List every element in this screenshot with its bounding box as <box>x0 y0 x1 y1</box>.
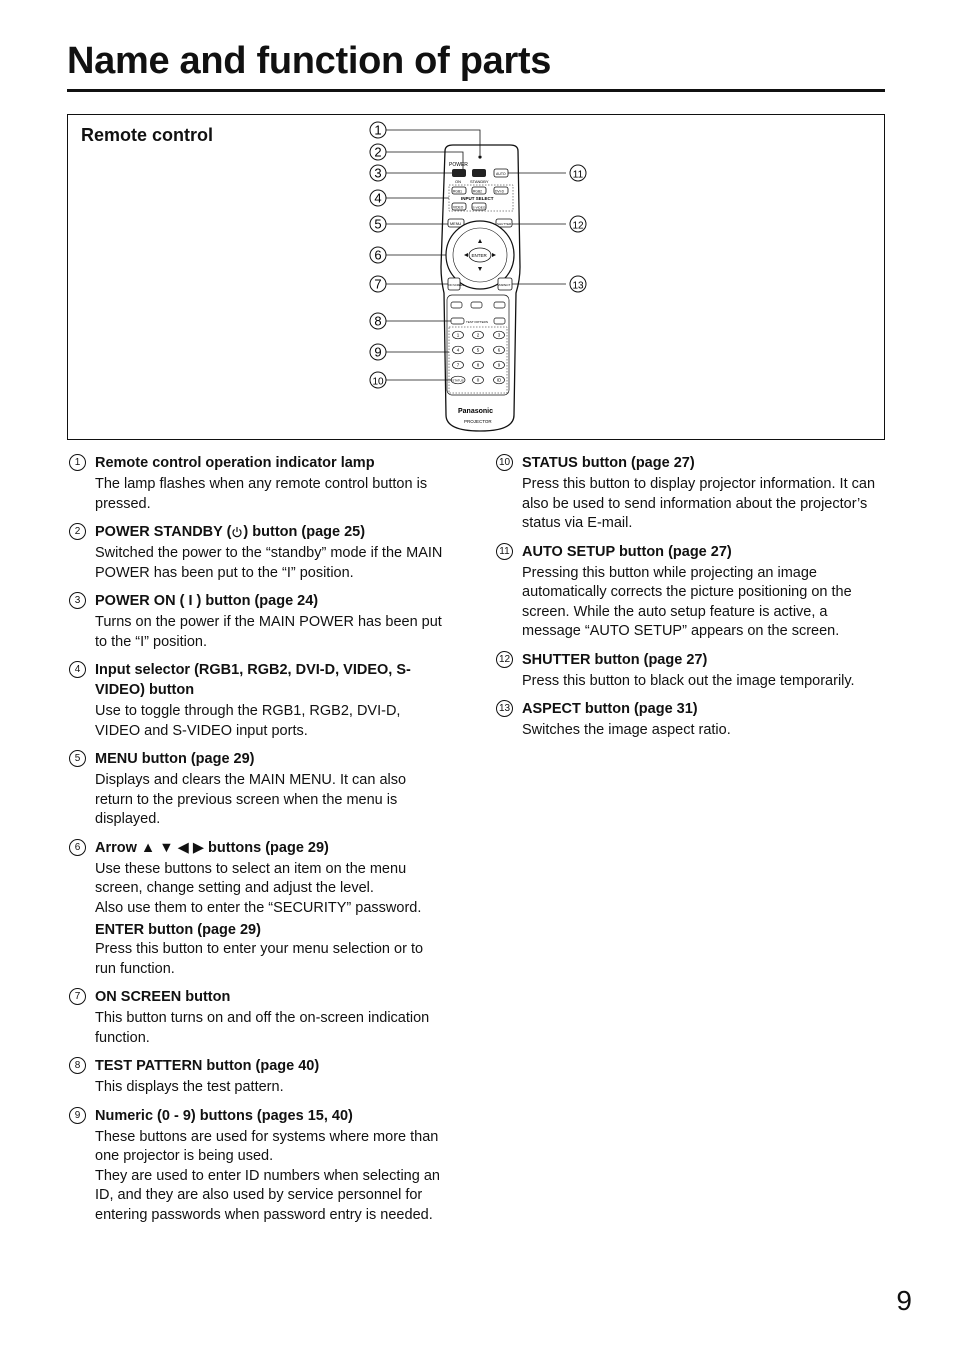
item-number-badge: 7 <box>69 988 86 1005</box>
label-aspect: ASPECT <box>498 283 511 287</box>
item-heading: Numeric (0 - 9) buttons (pages 15, 40) <box>95 1107 353 1124</box>
item-description: Displays and clears the MAIN MENU. It can also return to the previous screen when the menu is displayed. <box>95 772 407 827</box>
item-description: They are used to enter ID numbers when selecting an ID, and they are also used by service personnel for entering passwords when password entry is needed. <box>95 1167 440 1223</box>
item-number-badge: 9 <box>69 1107 86 1124</box>
part-item <box>68 1106 443 1226</box>
item-number-badge: 8 <box>69 1057 86 1074</box>
callout-number: 13 <box>572 280 584 292</box>
item-number-badge: 5 <box>69 750 86 767</box>
part-item <box>68 987 443 1048</box>
item-description: The lamp flashes when any remote control button is pressed. <box>95 476 428 512</box>
remote-key-label: STATUS <box>452 378 464 383</box>
title-rule <box>67 89 885 92</box>
remote-small-button <box>494 318 505 324</box>
page-number: 9 <box>896 1285 912 1316</box>
page-title: Name and function of parts <box>67 40 552 82</box>
part-item <box>68 660 443 741</box>
part-item <box>495 542 890 642</box>
label-rgb1: RGB1 <box>453 189 462 194</box>
right-column <box>495 453 890 749</box>
item-heading: SHUTTER button (page 27) <box>522 651 708 668</box>
item-description: Press this button to black out the image temporarily. <box>522 672 855 689</box>
item-description: Also use them to enter the “SECURITY” password. <box>95 899 422 916</box>
item-number-badge: 6 <box>69 839 86 856</box>
indicator-lamp <box>478 155 481 158</box>
remote-key-label: 5 <box>476 347 480 353</box>
item-number-badge: 3 <box>69 592 86 609</box>
callout-number: 2 <box>374 144 382 160</box>
remote-product-label: PROJECTOR <box>464 419 492 424</box>
part-item <box>495 650 890 692</box>
remote-key-label: 9 <box>497 362 501 368</box>
label-input-select: INPUT SELECT <box>461 196 494 201</box>
item-heading: MENU button (page 29) <box>95 751 255 767</box>
part-item <box>495 699 890 741</box>
callout-number: 3 <box>374 165 382 181</box>
item-heading: STATUS button (page 27) <box>522 455 695 471</box>
label-rgb2: RGB2 <box>473 189 482 194</box>
callout-number: 10 <box>372 376 384 388</box>
remote-key-label: 6 <box>497 347 501 353</box>
remote-control-diagram <box>68 115 884 439</box>
label-menu: MENU <box>450 222 462 226</box>
part-item <box>495 453 890 534</box>
item-heading: Remote control operation indicator lamp <box>95 455 375 471</box>
item-subheading: ENTER button (page 29) <box>95 922 261 938</box>
callout-number: 5 <box>374 216 382 232</box>
power-standby-icon <box>231 524 243 536</box>
remote-key-label: 0 <box>476 377 480 383</box>
callout-number: 7 <box>374 276 382 292</box>
label-svideo: S-VIDEO <box>472 205 486 210</box>
item-heading: Input selector (RGB1, RGB2, DVI-D, VIDEO, S-VIDEO) button <box>95 662 411 698</box>
part-item <box>68 453 443 514</box>
item-description: Press this button to display projector information. It can also be used to send information about the projector’s status via E-mail. <box>522 476 876 531</box>
remote-small-button <box>494 302 505 308</box>
item-description: Use these buttons to select an item on the menu screen, change setting and adjust the level. <box>95 860 407 896</box>
item-heading-part: POWER STANDBY ( <box>95 524 232 540</box>
item-heading: POWER ON ( I ) button (page 24) <box>95 593 319 609</box>
label-standby: STANDBY <box>470 179 489 184</box>
label-onscreen: ON SCREEN <box>448 284 464 287</box>
remote-key-label: 8 <box>476 362 480 368</box>
remote-key-label: 1 <box>456 332 460 338</box>
remote-control-figure-box <box>67 114 885 440</box>
remote-test-pattern-button <box>451 318 464 324</box>
item-description: These buttons are used for systems where more than one projector is being used. <box>95 1128 439 1164</box>
item-description: Use to toggle through the RGB1, RGB2, DVI-D, VIDEO and S-VIDEO input ports. <box>95 703 401 739</box>
label-test-pattern: TEST PATTERN <box>466 320 489 324</box>
callout-number: 6 <box>374 247 382 263</box>
item-heading: ON SCREEN button <box>95 989 231 1005</box>
label-power: POWER <box>449 162 468 168</box>
callout-number: 12 <box>572 220 584 232</box>
remote-key-label: 2 <box>476 332 480 338</box>
remote-key-label: 7 <box>456 362 460 368</box>
callout-number: 8 <box>374 313 382 329</box>
callout-number: 9 <box>374 344 382 360</box>
item-description: This button turns on and off the on-screen indication function. <box>95 1010 430 1046</box>
label-dvi: DVI-D <box>495 189 504 194</box>
item-description: Switched the power to the “standby” mode if the MAIN POWER has been put to the “I” position. <box>95 545 443 581</box>
callout-number: 1 <box>374 122 382 138</box>
part-item <box>68 591 443 652</box>
item-heading-part: ) button (page 25) <box>243 524 366 540</box>
remote-key-label: 4 <box>456 347 460 353</box>
item-description: Pressing this button while projecting an image automatically corrects the picture positioning on the screen. While the auto setup feature is active, a message “AUTO SETUP” appears on the screen. <box>522 564 852 639</box>
item-description: Turns on the power if the MAIN POWER has been put to the “I” position. <box>95 614 442 650</box>
item-number-badge: 2 <box>69 523 86 540</box>
label-on: ON <box>455 179 461 184</box>
item-subdescription: Press this button to enter your menu selection or to run function. <box>95 941 424 977</box>
left-column <box>68 453 443 1233</box>
item-heading: ASPECT button (page 31) <box>522 701 698 717</box>
item-description: This displays the test pattern. <box>95 1079 284 1095</box>
item-heading: Arrow ▲ ▼ ◀ ▶ buttons (page 29) <box>95 839 329 856</box>
item-description: Switches the image aspect ratio. <box>522 722 731 738</box>
remote-small-button <box>471 302 482 308</box>
callout-number: 4 <box>374 190 382 206</box>
label-video: VIDEO <box>453 205 464 210</box>
item-number-badge: 12 <box>496 651 513 668</box>
item-number-badge: 10 <box>496 454 513 471</box>
part-item <box>68 522 443 583</box>
part-item <box>68 749 443 830</box>
remote-power-on-button <box>452 169 466 177</box>
item-number-badge: 1 <box>69 454 86 471</box>
label-auto: AUTO <box>496 172 506 176</box>
remote-standby-button <box>472 169 486 177</box>
item-number-badge: 13 <box>496 700 513 717</box>
remote-key-label: 3 <box>497 332 501 338</box>
section-title: Remote control <box>81 125 214 145</box>
remote-key-label: ID <box>496 377 502 383</box>
part-item <box>68 838 443 980</box>
callout-number: 11 <box>572 169 584 181</box>
item-number-badge: 11 <box>496 543 513 560</box>
item-heading <box>95 522 443 542</box>
remote-brand: Panasonic <box>458 408 494 415</box>
label-enter: ENTER <box>471 253 487 258</box>
label-shutter: SHUTTER <box>497 222 512 226</box>
item-number-badge: 4 <box>69 661 86 678</box>
item-heading: TEST PATTERN button (page 40) <box>95 1058 320 1074</box>
item-heading: AUTO SETUP button (page 27) <box>522 543 732 560</box>
remote-small-button <box>451 302 462 308</box>
part-item <box>68 1056 443 1098</box>
